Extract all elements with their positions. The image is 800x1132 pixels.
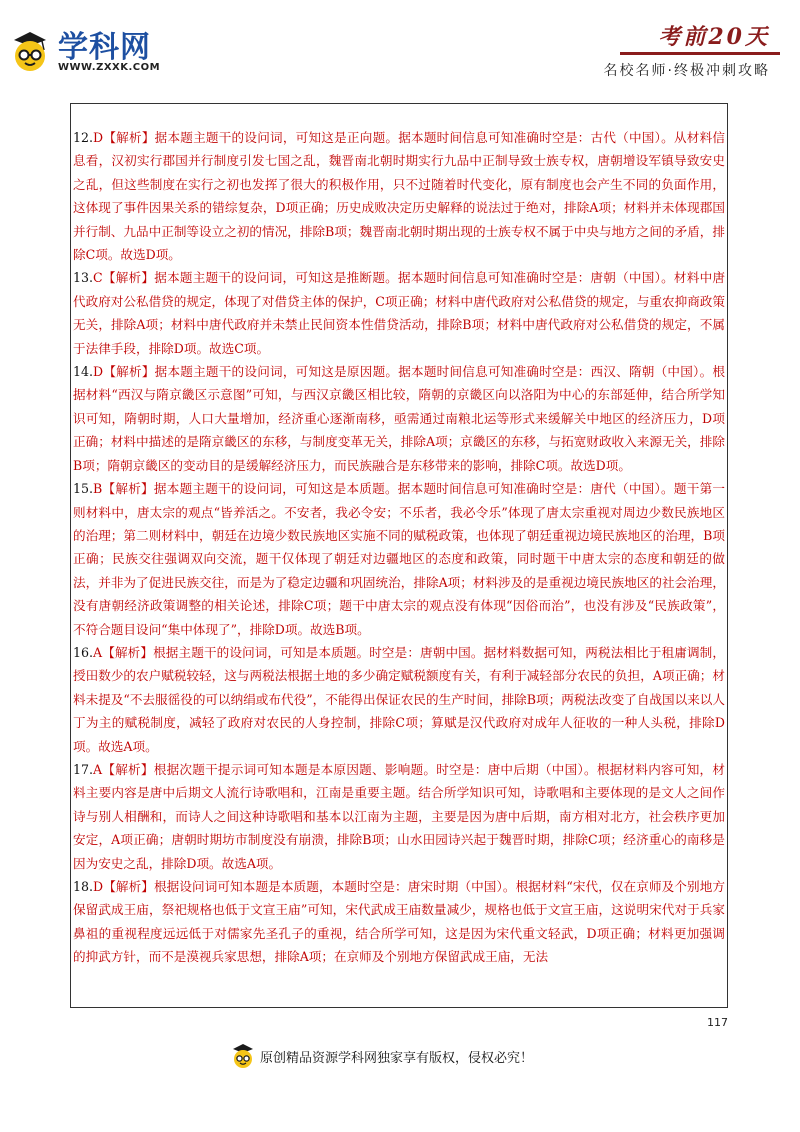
answer-text: 据本题主题干的设问词，可知这是推断题。据本题时间信息可知准确时空是：唐朝（中国）。材料中唐代政府对公私借贷的规定，体现了对借贷主体的保护，C项正确；材料中唐代政府对公私借贷的规定，与重农抑商政策无关，排除A项；材料中唐代政府并未禁止民间资本性借贷活动，排除B项；材料中唐代政府对公私借贷的规定，不属于法律手段，排除D项。故选C项。 xyxy=(73,270,726,356)
answer-key: A【解析】 xyxy=(93,644,154,660)
copyright-notice: 原创精品资源学科网独家享有版权，侵权必究！ xyxy=(260,1051,534,1066)
answer-list xyxy=(71,104,727,969)
answer-number: 18. xyxy=(73,879,94,894)
answer-item xyxy=(73,266,725,360)
answer-text: 据本题主题干的设问词，可知这是原因题。据本题时间信息可知准确时空是：西汉、隋朝（中国）。根据材料“西汉与隋京畿区示意图”可知，与西汉京畿区相比较，隋朝的京畿区向以洛阳为中心的东部延伸，结合所学知识可知，隋朝时期，人口大量增加，经济重心逐渐南移，亟需通过南粮北运等形式来缓解关中地区的经济压力，D项正确；材料中描述的是隋京畿区的东移，与制度变革无关，排除A项；京畿区的东移，与拓宽财政收入来源无关，排除B项；隋朝京畿区的变动目的是缓解经济压力，而民族融合是东移带来的影响，排除C项。故选D项。 xyxy=(73,364,725,473)
answer-number: 16. xyxy=(73,644,94,660)
answer-key: C【解析】 xyxy=(93,270,155,286)
answer-number: 12. xyxy=(73,130,94,145)
logo-text: 学科网 xyxy=(58,30,151,65)
header-tagline: 名校名师·终极冲刺攻略 xyxy=(603,63,770,79)
answer-number: 13. xyxy=(73,270,94,286)
mascot-footer-icon xyxy=(230,1040,256,1070)
answer-key: D【解析】 xyxy=(93,879,154,894)
logo-url: WWW.ZXXK.COM xyxy=(58,62,161,73)
answer-box xyxy=(70,103,728,1008)
page-header xyxy=(0,0,800,95)
answer-key: D【解析】 xyxy=(93,364,155,380)
answer-number: 14. xyxy=(73,364,94,380)
answer-text: 据本题主题干的设问词，可知这是本质题。据本题时间信息可知准确时空是：唐代（中国）。题干第一则材料中，唐太宗的观点“皆养活之。不安者，我必令安；不乐者，我必令乐”体现了唐太宗重视对周边少数民族地区的治理；第二则材料中，朝廷在边境少数民族地区实施不同的赋税政策，也体现了朝廷重视边境民族地区的治理，B项正确；民族交往强调双向交流，题干仅体现了朝廷对边疆地区的态度和政策，同时题干中唐太宗的态度和朝廷的做法，并非为了促进民族交往，而是为了稳定边疆和巩固统治，排除A项；材料涉及的是重视边境民族地区的社会治理，没有唐朝经济政策调整的相关论述，排除C项；题干中唐太宗的观点没有体现“因俗而治”，也没有涉及“民族政策”，不符合题目设问“集中体现了”，排除D项。故选B项。 xyxy=(73,481,726,637)
answer-text: 根据主题干的设问词，可知是本质题。时空是：唐朝中国。据材料数据可知，两税法相比于租庸调制，授田数少的农户赋税较轻，这与两税法根据土地的多少确定赋税额度有关，有利于减轻部分农民的负担，A项正确；材料未提及“不去服徭役的可以纳绢或布代役”，不能得出保证农民的生产时间，排除B项；两税法改变了自战国以来以人丁为主的赋税制度，减轻了政府对农民的人身控制，排除C项；算赋是汉代政府对成年人征收的一种人头税，排除D项。故选A项。 xyxy=(73,644,725,754)
answer-key: D【解析】 xyxy=(93,130,155,145)
answer-item xyxy=(73,758,725,875)
answer-key: A【解析】 xyxy=(93,761,154,777)
answer-text: 根据次题干提示词可知本题是本原因题、影响题。时空是：唐中后期（中国）。根据材料内容可知，材料主要内容是唐中后期文人流行诗歌唱和，江南是重要主题。结合所学知识可知，诗歌唱和主要体现的是文人之间作诗与别人相酬和，而诗人之间这种诗歌唱和基本以江南为主题，主要是因为唐中后期，南方相对北方，社会秩序更加安定，A项正确；唐朝时期坊市制度没有崩溃，排除B项；山水田园诗兴起于魏晋时期，排除C项；经济重心的南移是因为安史之乱，排除D项。故选A项。 xyxy=(73,761,725,871)
answer-item xyxy=(73,360,725,477)
exam-badge: 考前20天 xyxy=(658,24,770,50)
answer-text: 据本题主题干的设问词，可知这是正向题。据本题时间信息可知准确时空是：古代（中国）。从材料信息看，汉初实行郡国并行制度引发七国之乱，魏晋南北朝时期实行九品中正制导致士族专权，唐朝增设军镇导致安史之乱，但这些制度在实行之初也发挥了很大的积极作用，只不过随着时代变化，原有制度也会产生不同的负面作用，这体现了事件因果关系的错综复杂，D项正确；历史成败决定历史解释的说法过于绝对，排除A项；材料并未体现郡国并行制、九品中正制等设立之初的情况，排除B项；魏晋南北朝时期出现的士族专权不属于中央与地方之间的矛盾，排除C项。故选D项。 xyxy=(73,130,725,263)
answer-item xyxy=(73,875,725,969)
answer-item xyxy=(73,641,725,758)
answer-key: B【解析】 xyxy=(93,481,154,497)
mascot-logo-icon xyxy=(8,24,52,74)
answer-item xyxy=(73,477,725,641)
header-divider xyxy=(620,52,780,55)
answer-item xyxy=(73,126,725,266)
answer-number: 15. xyxy=(73,481,94,497)
answer-number: 17. xyxy=(73,761,94,777)
page-number: 117 xyxy=(707,1016,728,1029)
answer-text: 根据设问词可知本题是本质题，本题时空是：唐宋时期（中国）。根据材料“宋代，仅在京师及个别地方保留武成王庙，祭祀规格也低于文宣王庙”可知，宋代武成王庙数量减少，规格也低于文宣王庙，这说明宋代对于兵家鼻祖的重视程度远远低于对儒家先圣孔子的重视，结合所学可知，这是因为宋代重文轻武，D项正确；材料更加强调的抑武方针，而不是漠视兵家思想，排除A项；在京师及个别地方保留武成王庙，无法 xyxy=(73,879,725,965)
